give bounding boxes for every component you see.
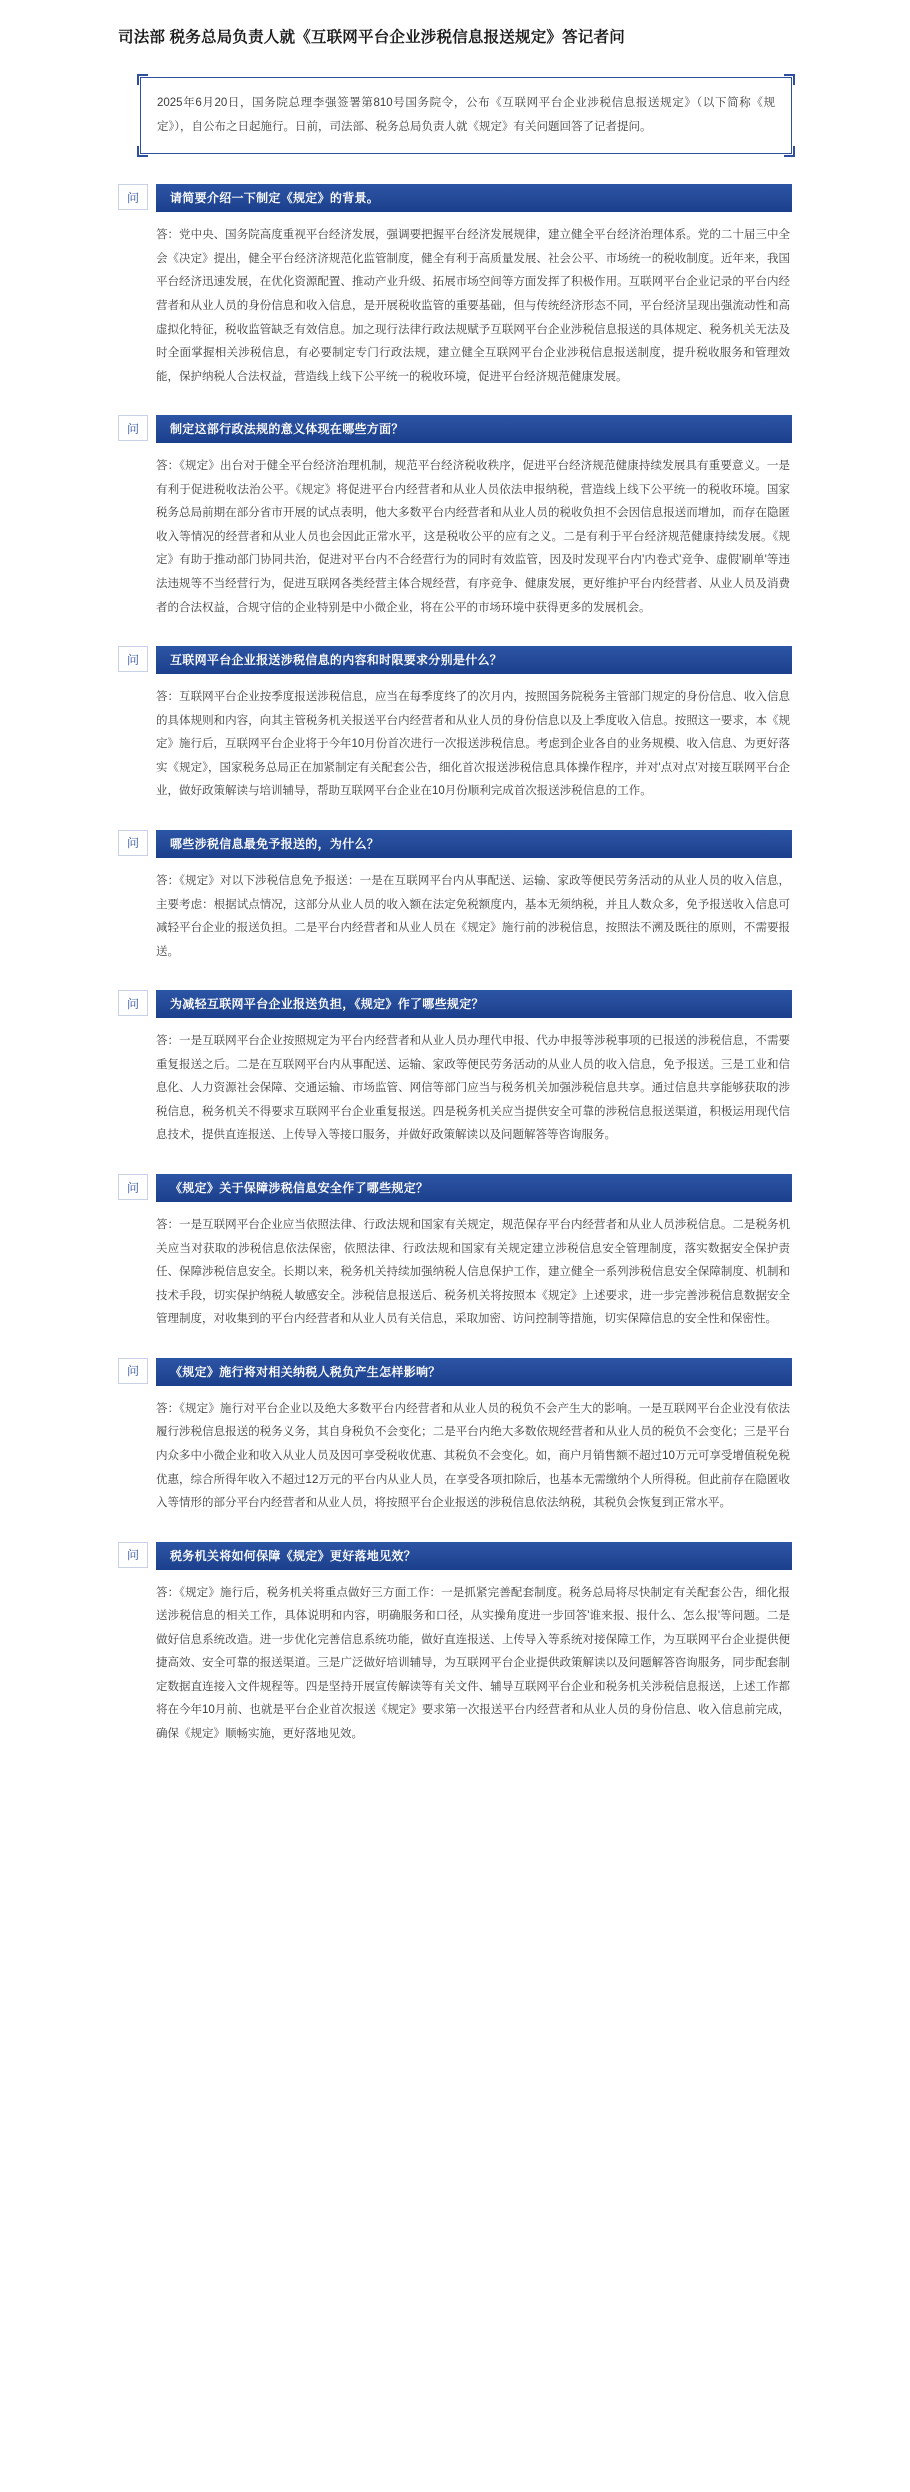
answer-text: 答：党中央、国务院高度重视平台经济发展，强调要把握平台经济发展规律，建立健全平台经济治理体系。党的二十届三中全会《决定》提出，健全平台经济济规范化监管制度，健全有利于高质量发展、社会公平、市场统一的税收制度。近年来，我国平台经济迅速发展，在优化资源配置、推动产业升级、拓展市场空间等方面发挥了积极作用。互联网平台企业记录的平台内经营者和从业人员的身份信息和收入信息，是开展税收监管的重要基础，但与传统经济形态不同，平台经济呈现出强流动性和高虚拟化特征，税收监管缺乏有效信息。加之现行法律行政法规赋予互联网平台企业涉税信息报送的具体规定、税务机关无法及时全面掌握相关涉税信息，有必要制定专门行政法规，建立健全互联网平台企业涉税信息报送制度，提升税收服务和管理效能，保护纳税人合法权益，营造线上线下公平统一的税收环境，促进平台经济规范健康发展。	[156, 229, 790, 383]
intro-text: 2025年6月20日，国务院总理李强签署第810号国务院令，公布《互联网平台企业涉税信息报送规定》（以下简称《规定》），自公布之日起施行。日前，司法部、税务总局负责人就《规定》有关问题回答了记者提问。	[157, 97, 775, 133]
question-text: 税务机关将如何保障《规定》更好落地见效？	[156, 1542, 792, 1570]
question-badge: 问	[118, 990, 148, 1016]
qa-block	[118, 830, 792, 964]
question-text: 哪些涉税信息最免予报送的，为什么？	[156, 830, 792, 858]
answer-text: 答：《规定》出台对于健全平台经济治理机制，规范平台经济税收秩序，促进平台经济规范健康持续发展具有重要意义。一是有利于促进税收法治公平。《规定》将促进平台内经营者和从业人员依法申报纳税，营造线上线下公平统一的税收环境。国家税务总局前期在部分省市开展的试点表明，他大多数平台内经营者和从业人员的税收负担不会因信息报送而增加，而存在隐匿收入等情况的经营者和从业人员也会因此正常水平，这是税收公平的应有之义。二是有利于平台经济规范健康持续发展。《规定》有助于推动部门协同共治，促进对平台内不合经营行为的同时有效监管，因及时发现平台内'内卷式'竞争、虚假'刷单'等违法违规等不当经营行为，促进互联网各类经营主体合规经营，有序竞争、健康发展，更好维护平台内经营者、从业人员及消费者的合法权益，合规守信的企业特别是中小微企业，将在公平的市场环境中获得更多的发展机会。	[156, 460, 790, 614]
question-text: 《规定》施行将对相关纳税人税负产生怎样影响？	[156, 1358, 792, 1386]
answer-text: 答：一是互联网平台企业应当依照法律、行政法规和国家有关规定，规范保存平台内经营者和从业人员涉税信息。二是税务机关应当对获取的涉税信息依法保密，依照法律、行政法规和国家有关规定建立涉税信息安全管理制度，落实数据安全保护责任、保障涉税信息安全。长期以来，税务机关持续加强纳税人信息保护工作，建立健全一系列涉税信息安全保障制度、机制和技术手段，切实保护纳税人敏感安全。涉税信息报送后、税务机关将按照本《规定》上述要求，进一步完善涉税信息数据安全管理制度，对收集到的平台内经营者和从业人员有关信息，采取加密、访问控制等措施，切实保障信息的安全性和保密性。	[156, 1219, 790, 1326]
question-badge: 问	[118, 415, 148, 441]
page-title: 司法部 税务总局负责人就《互联网平台企业涉税信息报送规定》答记者问	[118, 29, 625, 46]
question-text: 为减轻互联网平台企业报送负担，《规定》作了哪些规定？	[156, 990, 792, 1018]
question-badge: 问	[118, 1358, 148, 1384]
intro-section	[118, 77, 792, 154]
question-row	[118, 1174, 792, 1202]
qa-block	[118, 990, 792, 1148]
question-text: 互联网平台企业报送涉税信息的内容和时限要求分别是什么？	[156, 646, 792, 674]
answer-text: 答：一是互联网平台企业按照规定为平台内经营者和从业人员办理代申报、代办申报等涉税事项的已报送的涉税信息，不需要重复报送之后。二是在互联网平台内从事配送、运输、家政等便民劳务活动的从业人员的收入信息，免予报送。三是工业和信息化、人力资源社会保障、交通运输、市场监管、网信等部门应当与税务机关加强涉税信息共享。通过信息共享能够获取的涉税信息，税务机关不得要求互联网平台企业重复报送。四是税务机关应当提供安全可靠的涉税信息报送渠道，积极运用现代信息技术，提供直连报送、上传导入等接口服务，并做好政策解读以及问题解答等咨询服务。	[156, 1035, 790, 1142]
answer-text: 答：《规定》施行对平台企业以及绝大多数平台内经营者和从业人员的税负不会产生大的影响。一是互联网平台企业没有依法履行涉税信息报送的税务义务，其自身税负不会变化；二是平台内绝大多数依规经营者和从业人员的税负不会变化；三是平台内众多中小微企业和收入从业人员及因可享受税收优惠、其税负不会变化。如，商户月销售额不超过10万元可享受增值税免税优惠，综合所得年收入不超过12万元的平台内从业人员，在享受各项扣除后，也基本无需缴纳个人所得税。但此前存在隐匿收入等情形的部分平台内经营者和从业人员，将按照平台企业报送的涉税信息依法纳税，其税负会恢复到正常水平。	[156, 1402, 790, 1510]
corner-bottom-right	[784, 146, 795, 157]
corner-top-right	[784, 74, 795, 85]
answer-text: 答：《规定》对以下涉税信息免予报送：一是在互联网平台内从事配送、运输、家政等便民劳务活动的从业人员的收入信息，主要考虑：根据试点情况，这部分从业人员的收入额在法定免税额度内，基本无须纳税，并且人数众多，免予报送收入信息可减轻平台企业的报送负担。二是平台内经营者和从业人员在《规定》施行前的涉税信息，按照法不溯及既往的原则，不需要报送。	[156, 874, 790, 958]
qa-list	[118, 184, 792, 1746]
intro-box	[140, 77, 792, 154]
question-badge: 问	[118, 830, 148, 856]
qa-block	[118, 184, 792, 389]
question-badge: 问	[118, 646, 148, 672]
question-text: 《规定》关于保障涉税信息安全作了哪些规定？	[156, 1174, 792, 1202]
question-row	[118, 1358, 792, 1386]
question-badge: 问	[118, 1542, 148, 1568]
answer-text: 答：互联网平台企业按季度报送涉税信息，应当在每季度终了的次月内，按照国务院税务主管部门规定的身份信息、收入信息的具体规则和内容，向其主管税务机关报送平台内经营者和从业人员的身份信息以及上季度收入信息。按照这一要求，本《规定》施行后，互联网平台企业将于今年10月份首次进行一次报送涉税信息。考虑到企业各自的业务规模、收入信息、为更好落实《规定》，国家税务总局正在加紧制定有关配套公告，细化首次报送涉税信息具体操作程序，并对'点对点'对接互联网平台企业，做好政策解读与培训辅导，帮助互联网平台企业在10月份顺利完成首次报送涉税信息的工作。	[156, 691, 790, 798]
qa-block	[118, 646, 792, 804]
question-row	[118, 415, 792, 443]
question-row	[118, 184, 792, 212]
question-text: 请简要介绍一下制定《规定》的背景。	[156, 184, 792, 212]
answer-text: 答：《规定》施行后，税务机关将重点做好三方面工作：一是抓紧完善配套制度。税务总局将尽快制定有关配套公告，细化报送涉税信息的相关工作，具体说明和内容，明确服务和口径，从实操角度进一步回答'谁来报、报什么、怎么报'等问题。二是做好信息系统改造。进一步优化完善信息系统功能，做好直连报送、上传导入等系统对接保障工作，为互联网平台企业提供便捷高效、安全可靠的报送渠道。三是广泛做好培训辅导，为互联网平台企业提供政策解读以及问题解答咨询服务，同步配套制定数据直连接入文件规程等。四是坚持开展宣传解读等有关文件、辅导互联网平台企业和税务机关涉税信息报送，上述工作都将在今年10月前、也就是平台企业首次报送《规定》要求第一次报送平台内经营者和从业人员的身份信息、收入信息前完成，确保《规定》顺畅实施，更好落地见效。	[156, 1586, 790, 1740]
qa-block	[118, 1358, 792, 1516]
question-badge: 问	[118, 1174, 148, 1200]
question-row	[118, 1542, 792, 1570]
question-row	[118, 990, 792, 1018]
qa-block	[118, 1542, 792, 1747]
qa-block	[118, 415, 792, 620]
question-text: 制定这部行政法规的意义体现在哪些方面？	[156, 415, 792, 443]
question-row	[118, 646, 792, 674]
question-badge: 问	[118, 184, 148, 210]
question-row	[118, 830, 792, 858]
corner-bottom-left	[137, 146, 148, 157]
qa-block	[118, 1174, 792, 1332]
corner-top-left	[137, 74, 148, 85]
